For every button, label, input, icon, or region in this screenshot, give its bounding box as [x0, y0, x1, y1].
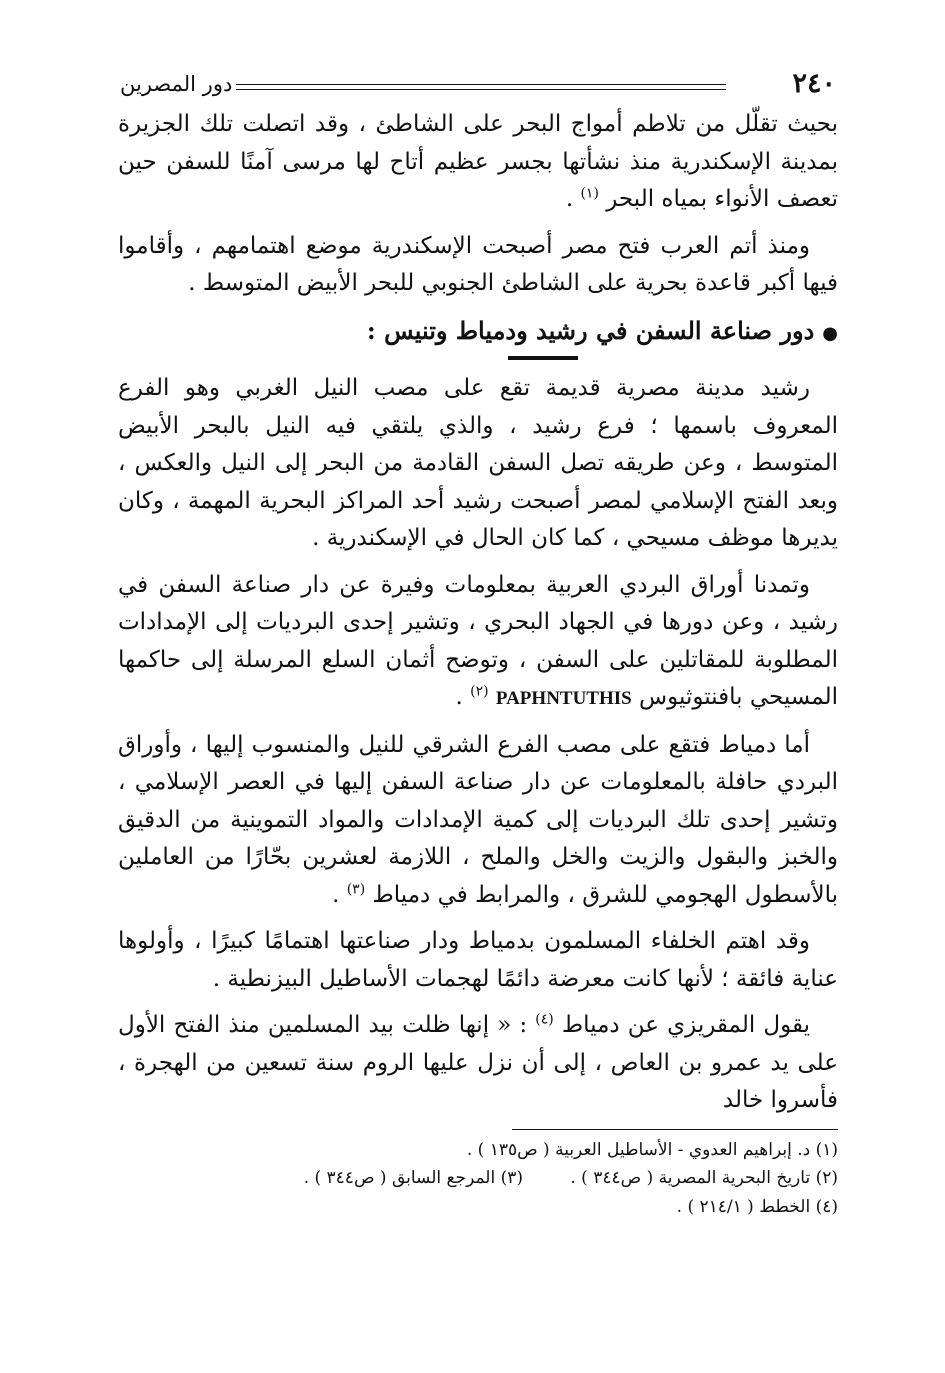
- header-rule: [236, 84, 726, 90]
- page-header: [118, 62, 838, 106]
- footnote-ref: (٤): [535, 1011, 554, 1028]
- paragraph: يقول المقريزي عن دمياط $^{(٤)}$ : « إنها ظلت بيد المسلمين منذ الفتح الأول على يد عمرو بن العاص ، إلى أن نزل عليها الروم سنة تسعين من الهجرة ، فأسروا خالد: [118, 1011, 838, 1113]
- paragraph: رشيد مدينة مصرية قديمة تقع على مصب النيل الغربي وهو الفرع المعروف باسمها ؛ فرع رشيد ، والذي يلتقي فيه النيل بالبحر الأبيض المتوسط ، وعن طريقه تصل السفن القادمة من البحر إلى النيل والعكس ، وبعد الفتح الإسلامي لمصر أصبحت رشيد أحد المراكز البحرية المهمة ، وكان يديرها موظف مسيحي ، كما كان الحال في الإسكندرية .: [118, 375, 838, 551]
- footnote-ref: (٢): [470, 683, 489, 700]
- section-heading: ●دور صناعة السفن في رشيد ودمياط وتنيس :: [118, 312, 838, 353]
- paragraph: أما دمياط فتقع على مصب الفرع الشرقي للنيل والمنسوب إليها ، وأوراق البردي حافلة بالمعلومات عن دار صناعة السفن إليها في العصر الإسلامي ، وتشير إحدى تلك البرديات إلى كمية الإمدادات والمواد التموينية من الدقيق والخبز والبقول والزيت والخل والملح ، اللازمة لعشرين بحّارًا من العاملين بالأسطول الهجومي للشرق ، والمرابط في دمياط $^{(٣)}$ .: [118, 731, 838, 908]
- paragraph: وقد اهتم الخلفاء المسلمون بدمياط ودار صناعتها اهتمامًا كبيرًا ، وأولوها عناية فائقة ؛ لأنها كانت معرضة دائمًا لهجمات الأساطيل البيزنطية .: [118, 928, 838, 992]
- paragraph: بحيث تقلّل من تلاطم أمواج البحر على الشاطئ ، وقد اتصلت تلك الجزيرة بمدينة الإسكندرية منذ نشأتها بجسر عظيم أتاح لها مرسى آمنًا للسفن حين تعصف الأنواء بمياه البحر $^{(١)}$ .: [118, 111, 838, 212]
- footnote-1: (١) د. إبراهيم العدوي - الأساطيل العربية ( ص١٣٥ ) .: [466, 1139, 838, 1160]
- running-title: دور المصرين: [120, 72, 233, 96]
- paragraph: وتمدنا أوراق البردي العربية بمعلومات وفيرة عن دار صناعة السفن في رشيد ، وعن دورها في الجهاد البحري ، وتشير إحدى البرديات إلى الإمدادات المطلوبة للمقاتلين على السفن ، وتوضح أثمان السلع المرسلة إلى حاكمها المسيحي بافنتوثيوس PAPHNTUTHIS $^{(٢)}$ .: [118, 571, 838, 710]
- page-number: ٢٤٠: [792, 68, 836, 99]
- footnote-2: (٢) تاريخ البحرية المصرية ( ص٣٤٤ ) .: [570, 1168, 838, 1188]
- page-body: [118, 106, 838, 1120]
- latin-name: PAPHNTUTHIS: [495, 688, 632, 709]
- footnotes: [118, 1136, 838, 1222]
- footnote-ref: (١): [580, 185, 599, 202]
- footnote-3: (٣) المرجع السابق ( ص٣٤٤ ) .: [303, 1168, 523, 1188]
- footnote-4: (٤) الخطط ( ٢١٤/١ ) .: [676, 1196, 838, 1217]
- footnote-row: [118, 1164, 838, 1193]
- book-page: [118, 62, 838, 1221]
- bullet-icon: ●: [822, 322, 838, 344]
- footnote-ref: (٣): [346, 880, 366, 897]
- heading-underline: [508, 356, 578, 360]
- footnote-rule: [512, 1129, 838, 1130]
- paragraph: ومنذ أتم العرب فتح مصر أصبحت الإسكندرية موضع اهتمامهم ، وأقاموا فيها أكبر قاعدة بحرية على الشاطئ الجنوبي للبحر الأبيض المتوسط .: [118, 232, 838, 296]
